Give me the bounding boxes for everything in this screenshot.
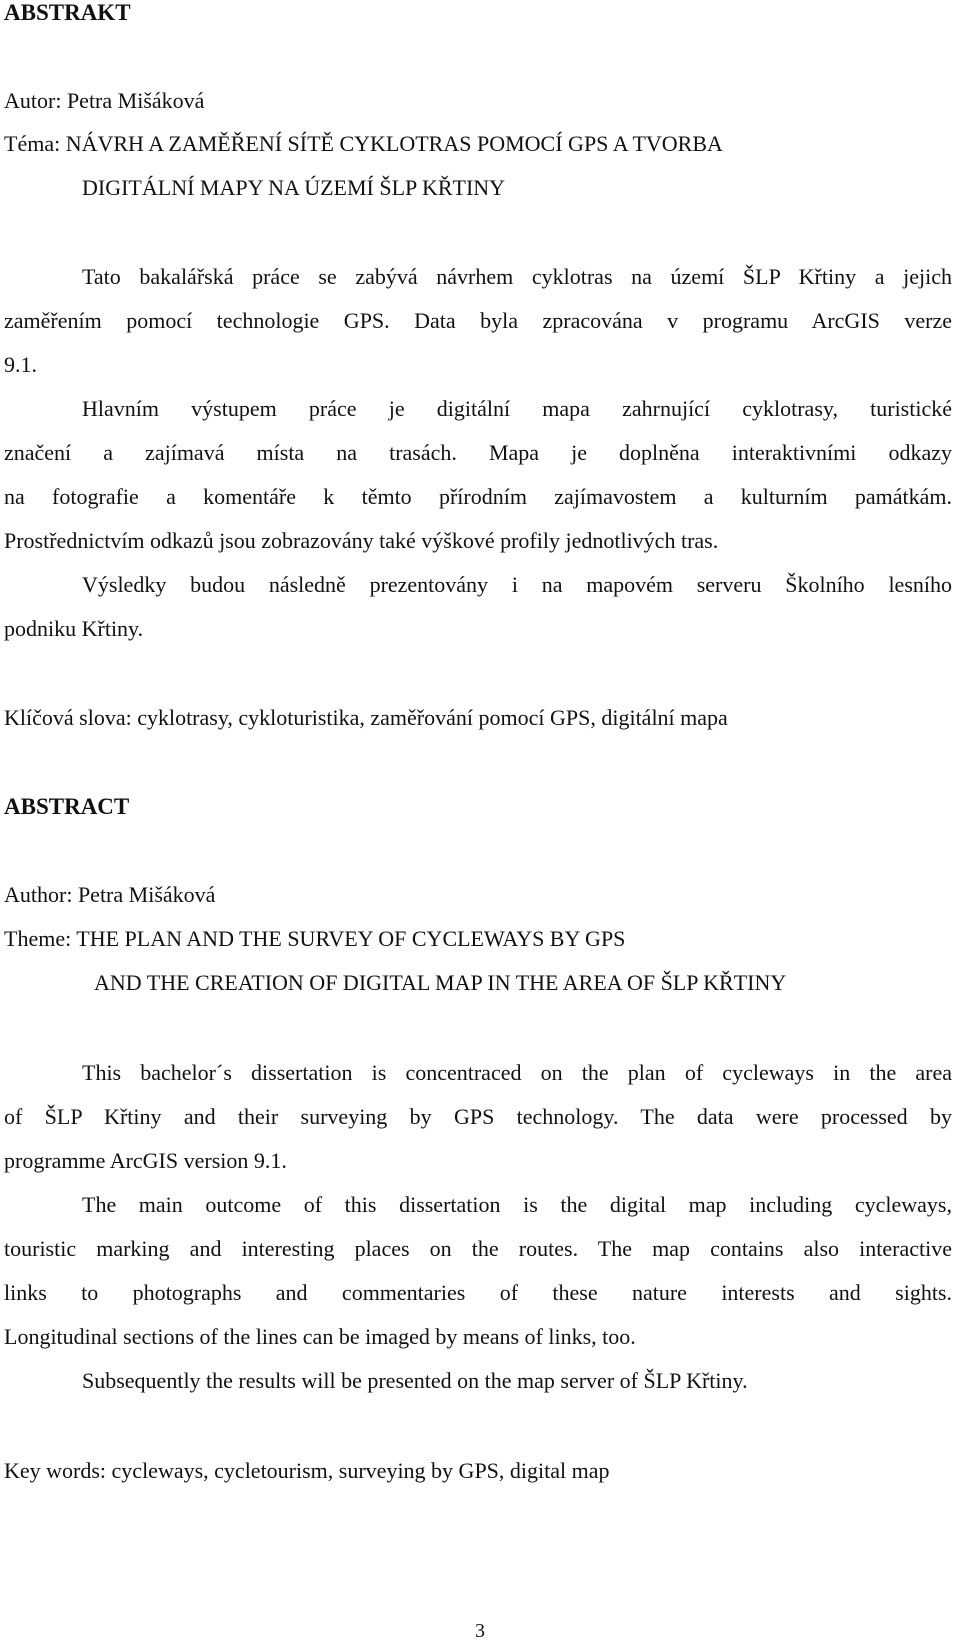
paragraph-line-cz: Tato bakalářská práce se zabývá návrhem cyklotras na území ŠLP Křtiny a jejich [82, 264, 952, 289]
paragraph-line-cz: 9.1. [4, 352, 37, 377]
paragraph-line-cz: Prostřednictvím odkazů jsou zobrazovány také výškové profily jednotlivých tras. [4, 528, 719, 553]
heading-abstract: ABSTRACT [4, 794, 130, 819]
paragraph-line-cz: značení a zajímavá místa na trasách. Mapa je doplněna interaktivními odkazy [4, 440, 952, 465]
keywords-cz: Klíčová slova: cyklotrasy, cykloturistika, zaměřování pomocí GPS, digitální mapa [4, 705, 728, 730]
paragraph-line-cz: Výsledky budou následně prezentovány i na mapovém serveru Školního lesního [82, 572, 952, 597]
paragraph-line-en: links to photographs and commentaries of these nature interests and sights. [4, 1280, 952, 1305]
heading-abstrakt: ABSTRAKT [4, 0, 131, 25]
theme-line-en-1: Theme: THE PLAN AND THE SURVEY OF CYCLEWAYS BY GPS [4, 926, 626, 951]
paragraph-line-en: Longitudinal sections of the lines can be imaged by means of links, too. [4, 1324, 636, 1349]
author-line-cz: Autor: Petra Mišáková [4, 88, 205, 113]
paragraph-line-en: programme ArcGIS version 9.1. [4, 1148, 287, 1173]
paragraph-line-en: Subsequently the results will be presented on the map server of ŠLP Křtiny. [82, 1368, 748, 1393]
theme-line-cz-1: Téma: NÁVRH A ZAMĚŘENÍ SÍTĚ CYKLOTRAS POMOCÍ GPS A TVORBA [4, 131, 723, 156]
paragraph-line-cz: na fotografie a komentáře k těmto přírodním zajímavostem a kulturním památkám. [4, 484, 952, 509]
page-number: 3 [475, 1620, 485, 1642]
keywords-en: Key words: cycleways, cycletourism, surveying by GPS, digital map [4, 1458, 610, 1483]
paragraph-line-en: touristic marking and interesting places on the routes. The map contains also interactive [4, 1236, 952, 1261]
paragraph-line-en: The main outcome of this dissertation is the digital map including cycleways, [82, 1192, 952, 1217]
author-line-en: Author: Petra Mišáková [4, 882, 216, 907]
paragraph-line-cz: zaměřením pomocí technologie GPS. Data byla zpracována v programu ArcGIS verze [4, 308, 952, 333]
paragraph-line-cz: Hlavním výstupem práce je digitální mapa zahrnující cyklotrasy, turistické [82, 396, 952, 421]
paragraph-line-cz: podniku Křtiny. [4, 616, 144, 641]
paragraph-line-en: of ŠLP Křtiny and their surveying by GPS technology. The data were processed by [4, 1104, 952, 1129]
theme-line-cz-2: DIGITÁLNÍ MAPY NA ÚZEMÍ ŠLP KŘTINY [82, 175, 506, 200]
paragraph-line-en: This bachelor´s dissertation is concentraced on the plan of cycleways in the area [82, 1060, 952, 1085]
theme-line-en-2: AND THE CREATION OF DIGITAL MAP IN THE AREA OF ŠLP KŘTINY [94, 970, 787, 995]
